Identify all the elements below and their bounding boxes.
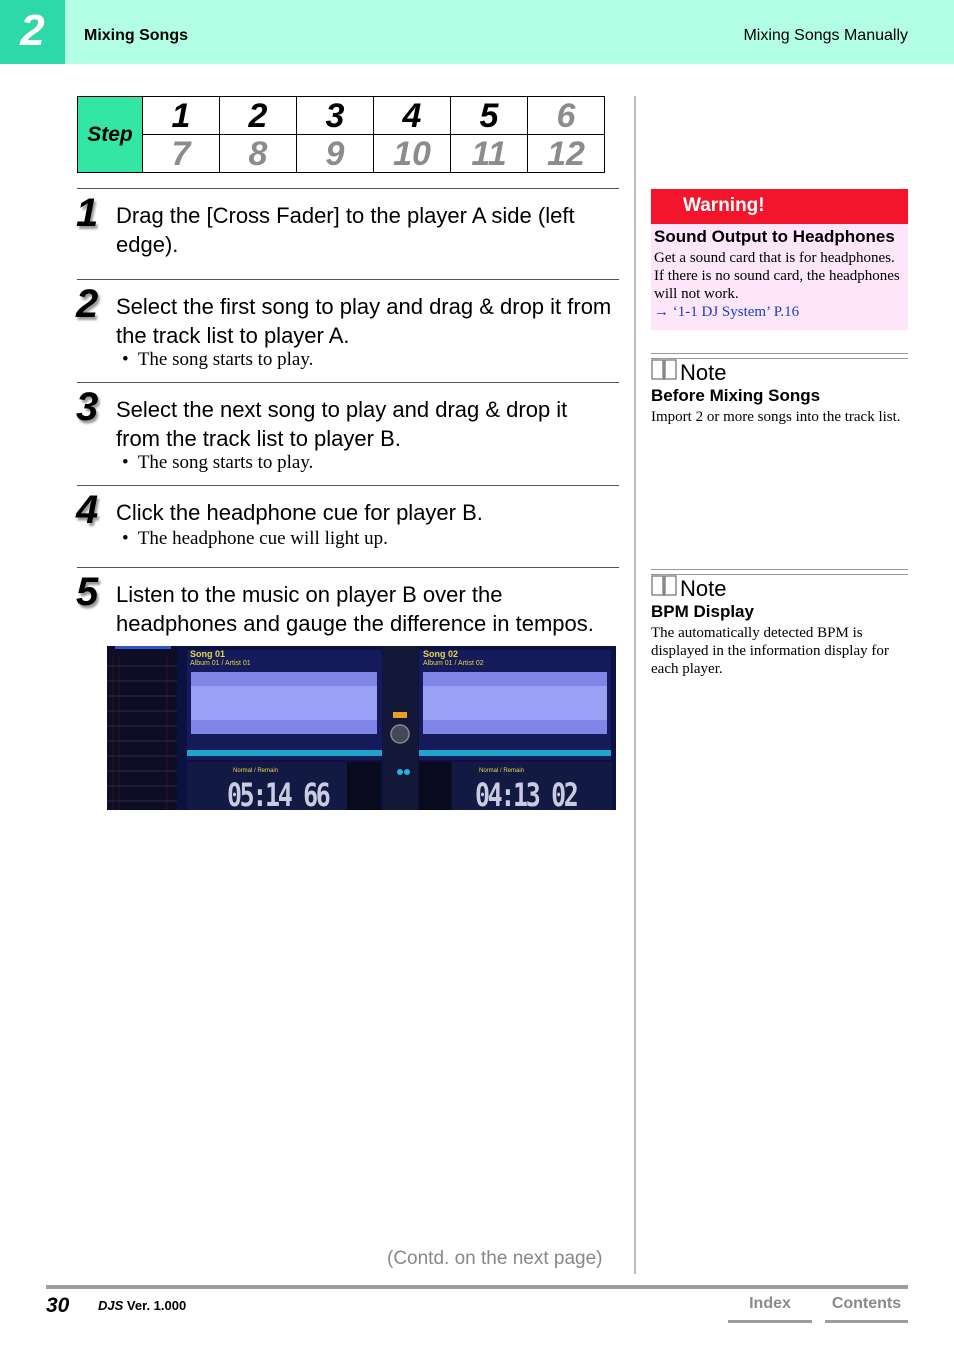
step-cell-3[interactable]: 3: [297, 97, 374, 135]
deck-b-song-name: Song 02: [423, 649, 459, 659]
deck-b-time-display: 04:13 02: [475, 776, 577, 810]
step-divider: [77, 567, 619, 568]
deck-a-song-info: Album 01 / Artist 01: [190, 660, 251, 667]
warning-text: Get a sound card that is for headphones. If there is no sound card, the headphones will not work.: [654, 250, 900, 302]
step-number: 5: [76, 570, 99, 614]
warning-body: [651, 224, 908, 330]
step-divider: [77, 382, 619, 383]
deck-a-time-mode: Normal / Remain: [233, 768, 279, 774]
contents-link-underline: [825, 1320, 908, 1323]
deck-a-song-name: Song 01: [190, 649, 226, 659]
footer-rule: [46, 1285, 908, 1289]
step-cell-4[interactable]: 4: [374, 97, 451, 135]
step-cell-2[interactable]: 2: [220, 97, 297, 135]
step-cell-12[interactable]: 12: [528, 135, 605, 173]
step-cell-7[interactable]: 7: [143, 135, 220, 173]
index-link[interactable]: Index: [749, 1295, 791, 1312]
book-icon: [651, 575, 677, 597]
step-instruction: Select the next song to play and drag & drop it from the track list to player B.: [116, 397, 568, 451]
step-grid: [77, 96, 605, 173]
step-bullet: • The song starts to play.: [122, 452, 314, 473]
note-text: Import 2 or more songs into the track list.: [651, 409, 901, 425]
step-instruction: Drag the [Cross Fader] to the player A side (left edge).: [116, 203, 575, 257]
note-rule: [651, 569, 908, 575]
product-version: [98, 1298, 186, 1313]
step-number: 2: [76, 282, 99, 326]
step-cell-8[interactable]: 8: [220, 135, 297, 173]
step-cell-1[interactable]: 1: [143, 97, 220, 135]
step-number: 4: [76, 488, 99, 532]
step-divider: [77, 279, 619, 280]
warning-link[interactable]: → ‘1-1 DJ System’ P.16: [654, 304, 800, 320]
page-title: Mixing Songs Manually: [743, 27, 908, 44]
step-bullet-text: The headphone cue will light up.: [137, 528, 388, 549]
page-number: 30: [46, 1294, 70, 1317]
step-divider: [77, 188, 619, 189]
step-cell-11[interactable]: 11: [451, 135, 528, 173]
note-text: The automatically detected BPM is displayed in the information display for each player.: [651, 625, 889, 677]
note-rule: [651, 353, 908, 359]
step-cell-5[interactable]: 5: [451, 97, 528, 135]
note-title: BPM Display: [651, 602, 754, 621]
deck-a-time-display: 05:14 66: [227, 776, 329, 810]
version-text: Ver. 1.000: [126, 1298, 187, 1313]
dj-software-screenshot: [107, 646, 616, 810]
continued-note: (Contd. on the next page): [387, 1248, 603, 1269]
deck-b-time-mode: Normal / Remain: [479, 768, 525, 774]
column-divider: [634, 96, 636, 1274]
contents-link[interactable]: Contents: [831, 1295, 902, 1312]
note-title: Before Mixing Songs: [651, 386, 821, 405]
step-instruction: Select the first song to play and drag & drop it from the track list to player A.: [116, 294, 612, 348]
book-icon: [651, 359, 677, 381]
step-cell-10[interactable]: 10: [374, 135, 451, 173]
step-bullet-text: The song starts to play.: [137, 452, 314, 473]
warning-title: Sound Output to Headphones: [654, 227, 895, 246]
deck-b-song-info: Album 01 / Artist 02: [423, 660, 484, 667]
step-grid-label: Step: [78, 97, 143, 173]
product-name: DJS: [98, 1298, 124, 1313]
step-cell-6[interactable]: 6: [528, 97, 605, 135]
note-label: Note: [680, 576, 727, 601]
step-divider: [77, 485, 619, 486]
chapter-number: 2: [20, 6, 45, 55]
step-instruction: Listen to the music on player B over the headphones and gauge the difference in tempos.: [116, 582, 594, 636]
step-instruction: Click the headphone cue for player B.: [116, 500, 483, 525]
step-bullet-text: The song starts to play.: [137, 349, 314, 370]
step-bullet: • The song starts to play.: [122, 349, 314, 370]
warning-heading: Warning!: [683, 195, 765, 216]
step-cell-9[interactable]: 9: [297, 135, 374, 173]
index-link-underline: [728, 1320, 812, 1323]
step-number: 1: [76, 191, 99, 235]
warning-header: [651, 189, 908, 224]
note-label: Note: [680, 360, 727, 385]
step-bullet: • The headphone cue will light up.: [122, 528, 388, 549]
step-number: 3: [76, 385, 99, 429]
section-title: Mixing Songs: [84, 27, 188, 44]
